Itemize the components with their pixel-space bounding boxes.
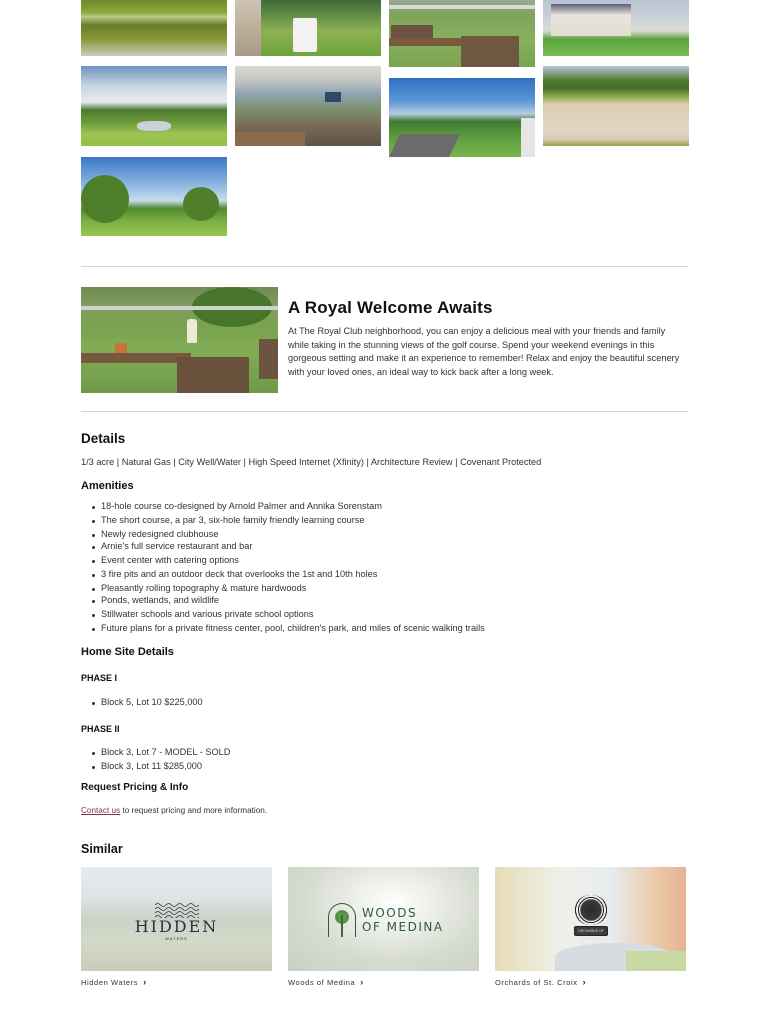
amenities-heading: Amenities	[81, 480, 134, 492]
similar-label: Woods of Medina	[288, 977, 356, 987]
amenity-item: Arnie's full service restaurant and bar	[101, 541, 485, 555]
amenity-item: 3 fire pits and an outdoor deck that overlooks the 1st and 10th holes	[101, 569, 485, 583]
woods-of-medina-logo	[328, 903, 444, 937]
clubhouse-aerial-photo[interactable]	[389, 78, 535, 157]
chevron-right-icon: ›	[143, 977, 147, 987]
section-divider	[81, 411, 688, 412]
pond-reflection-photo[interactable]	[81, 0, 227, 56]
amenity-item: The short course, a par 3, six-hole family friendly learning course	[101, 515, 485, 529]
hidden-waters-logo-sub: WATERS	[165, 936, 188, 941]
lot-item: Block 3, Lot 11 $285,000	[101, 761, 230, 775]
similar-label: Hidden Waters	[81, 977, 139, 987]
amenity-item: Event center with catering options	[101, 555, 485, 569]
similar-label: Orchards of St. Croix	[495, 977, 578, 987]
amenity-item: Newly redesigned clubhouse	[101, 529, 485, 541]
section-divider	[81, 266, 688, 267]
similar-heading: Similar	[81, 842, 123, 856]
chevron-right-icon: ›	[360, 977, 364, 987]
course-pond-clouds-photo[interactable]	[81, 66, 227, 146]
similar-link-orchards-of-st-croix[interactable]	[495, 977, 586, 987]
hidden-waters-logo-main: HIDDEN	[134, 917, 219, 936]
details-heading: Details	[81, 431, 126, 446]
request-pricing-heading: Request Pricing & Info	[81, 782, 189, 793]
woods-logo-line1: WOODS	[362, 906, 418, 920]
similar-link-hidden-waters[interactable]	[81, 977, 147, 987]
woods-logo-line2: OF MEDINA	[362, 920, 444, 934]
amenities-list	[101, 501, 485, 637]
lot-item: Block 3, Lot 7 - MODEL - SOLD	[101, 747, 230, 761]
amenity-item: Ponds, wetlands, and wildlife	[101, 595, 485, 609]
details-summary: 1/3 acre | Natural Gas | City Well/Water | High Speed Internet (Xfinity) | Architecture Review | Covenant Protected	[81, 457, 542, 467]
orchards-logo	[571, 895, 611, 941]
phase-1-lot-list	[101, 697, 203, 707]
amenity-item: Future plans for a private fitness center, pool, children's park, and miles of scenic walking trails	[101, 623, 485, 637]
waves-icon	[155, 902, 199, 918]
home-site-details-heading: Home Site Details	[81, 646, 174, 658]
sand-bunker-photo[interactable]	[543, 66, 689, 146]
contact-us-link[interactable]: Contact us	[81, 806, 121, 815]
phase-2-heading: PHASE II	[81, 724, 120, 734]
orchards-logo-badge: ORCHARDS OF SAINT CROIX	[574, 926, 608, 936]
tree-arch-icon	[328, 903, 356, 937]
similar-link-woods-of-medina[interactable]	[288, 977, 364, 987]
amenity-item: 18-hole course co-designed by Arnold Palmer and Annika Sorenstam	[101, 501, 485, 515]
similar-card-hidden-waters[interactable]	[81, 867, 272, 971]
hidden-waters-logo	[81, 902, 272, 941]
chevron-right-icon: ›	[582, 977, 587, 987]
feature-deck-photo	[81, 287, 278, 393]
phase-2-lot-list	[101, 747, 230, 775]
similar-card-woods-of-medina[interactable]	[288, 867, 479, 971]
luxury-home-photo[interactable]	[543, 0, 689, 56]
tree-icon	[574, 895, 608, 925]
patio-adirondack-chairs-photo[interactable]	[235, 0, 381, 56]
feature-description: At The Royal Club neighborhood, you can enjoy a delicious meal with your friends and family while taking in the stunning views of the golf course. Spend your weekend evenings in this gorgeous setting and make it an experience to remember! Relax and enjoy the beautiful scenery with your loved ones, an ideal way to kick back after a long week.	[288, 326, 680, 377]
amenity-item: Stillwater schools and various private school options	[101, 609, 485, 623]
request-pricing-suffix: to request pricing and more information.	[120, 806, 268, 815]
similar-card-orchards-of-st-croix[interactable]	[495, 867, 686, 971]
covered-patio-dining-photo[interactable]	[235, 66, 381, 146]
fairway-trees-photo[interactable]	[81, 157, 227, 236]
lot-item: Block 5, Lot 10 $225,000	[101, 697, 203, 707]
amenity-item: Pleasantly rolling topography & mature hardwoods	[101, 583, 485, 595]
phase-1-heading: PHASE I	[81, 673, 118, 683]
feature-title: A Royal Welcome Awaits	[288, 298, 493, 317]
request-pricing-text	[81, 806, 267, 815]
deck-dining-golf-view-photo[interactable]	[389, 0, 535, 67]
